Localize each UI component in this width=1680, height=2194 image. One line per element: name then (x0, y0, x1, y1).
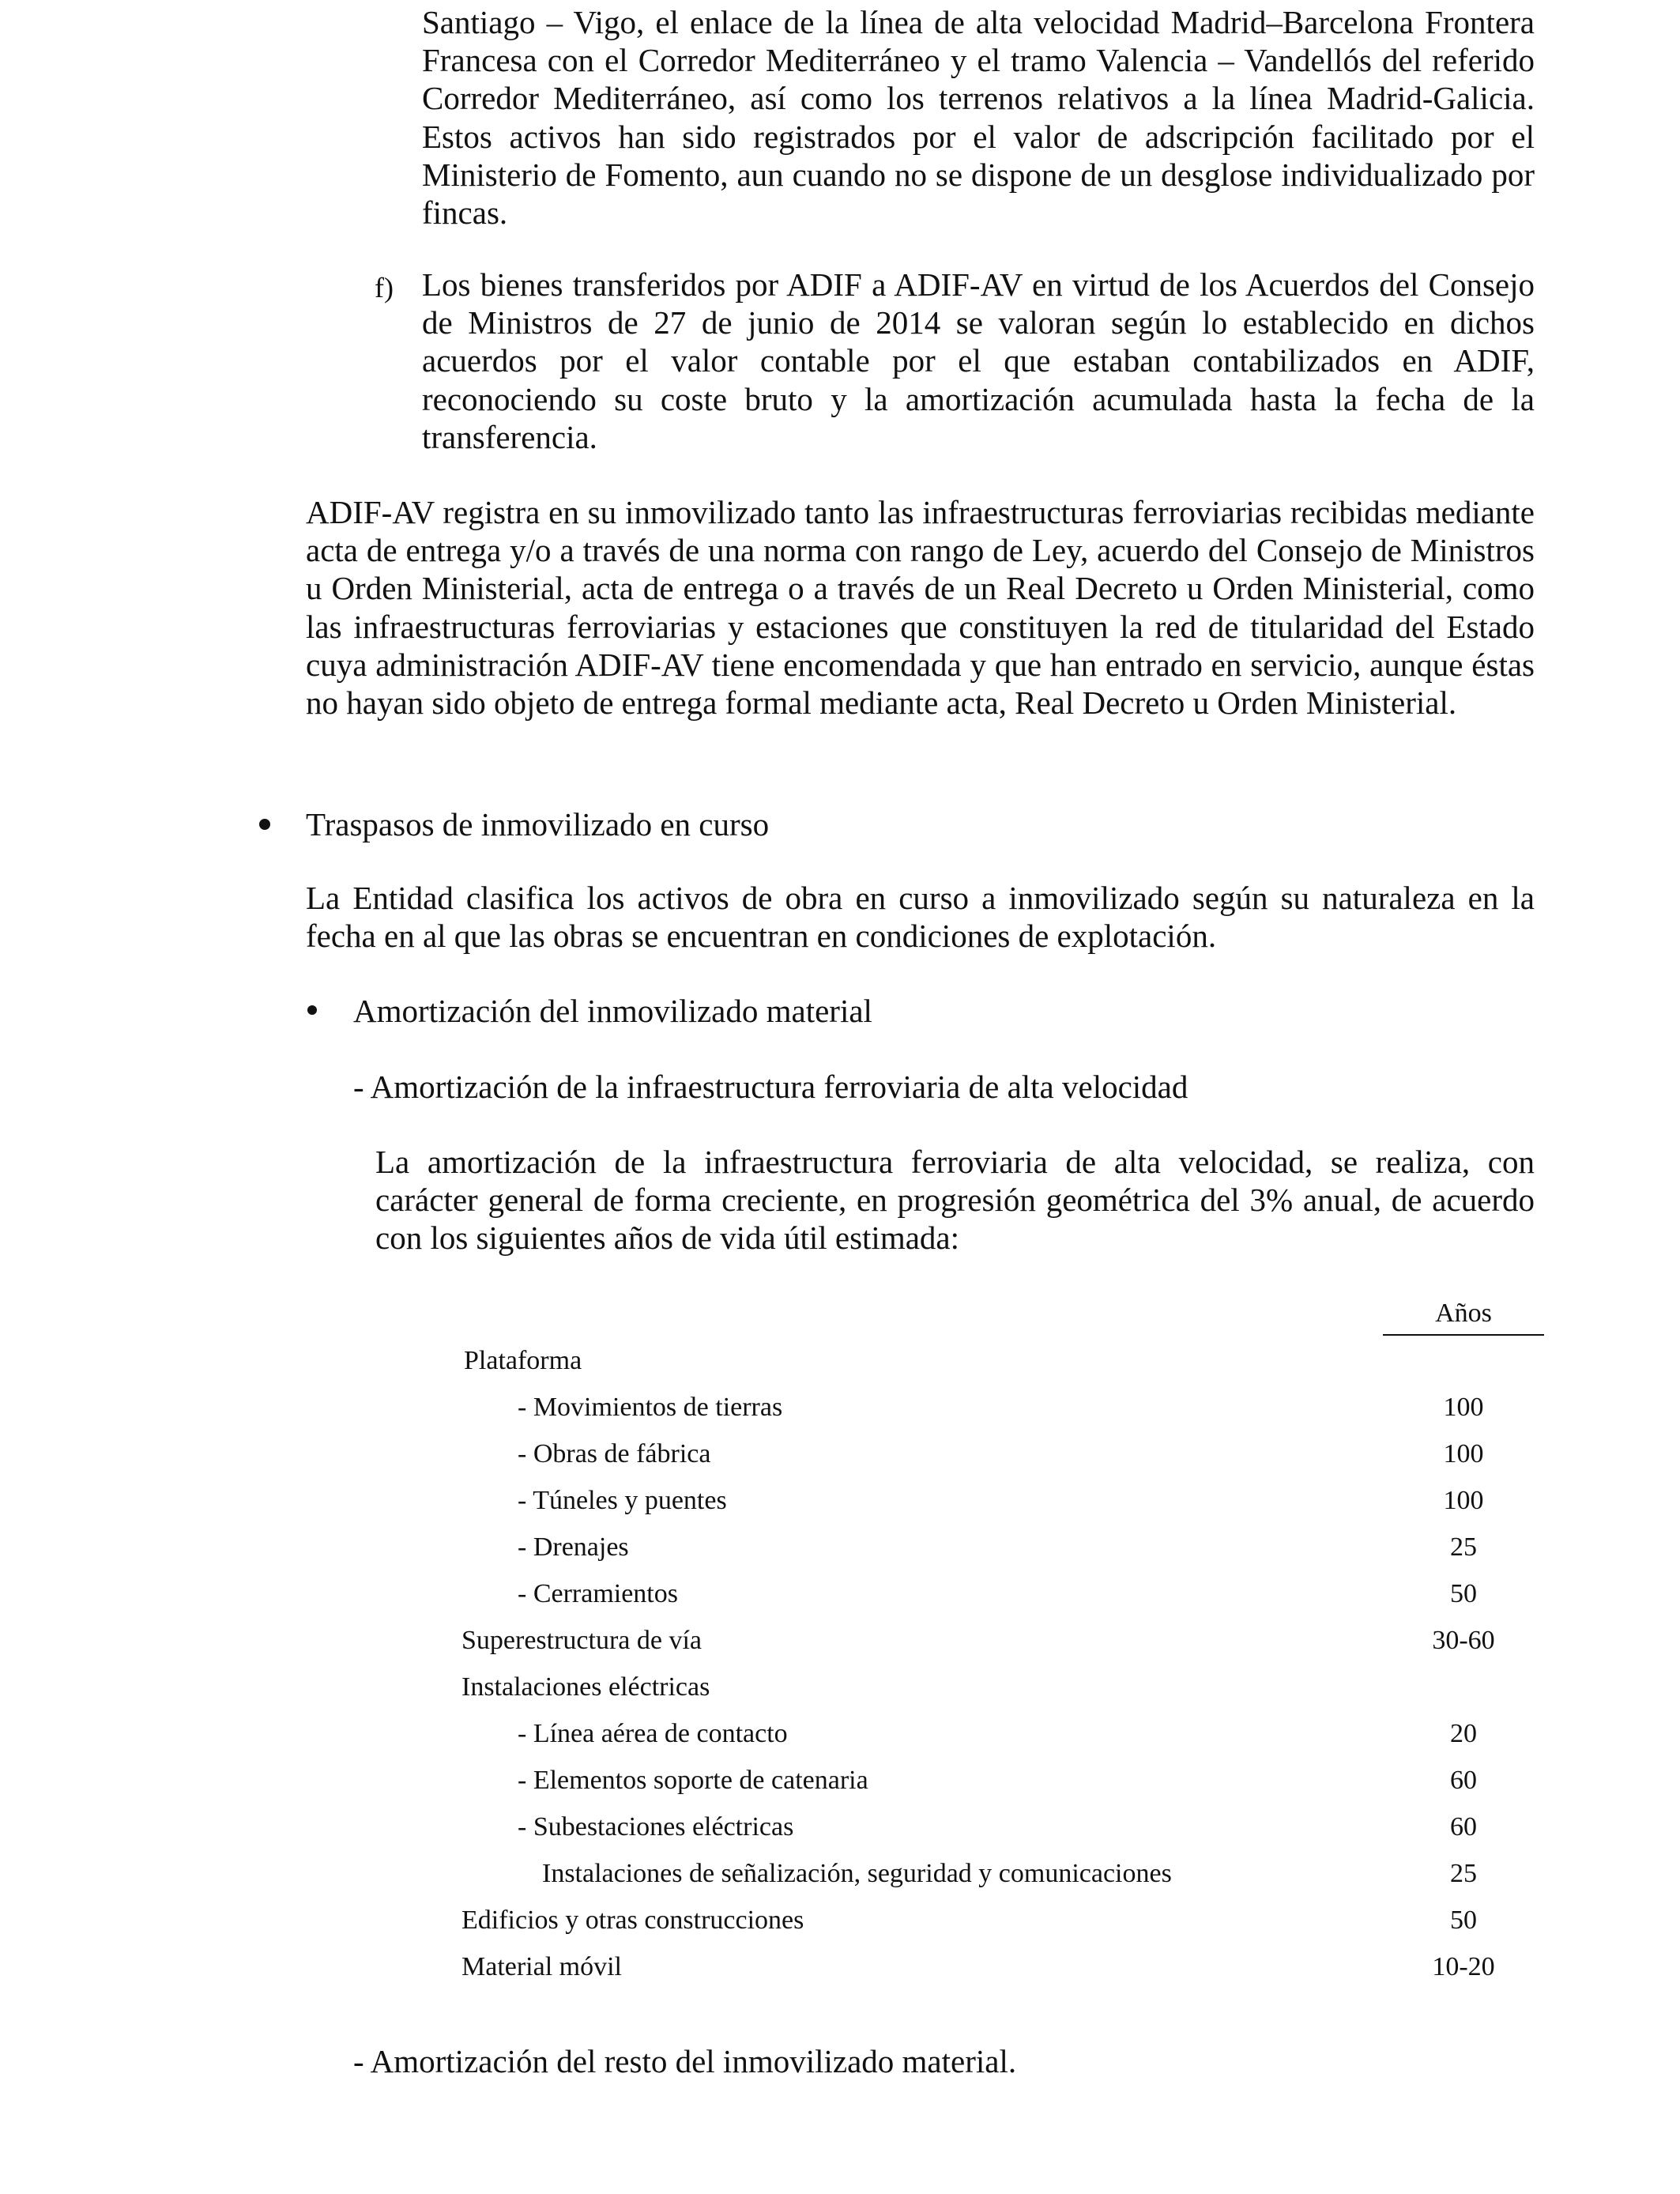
subheading-resto: - Amortización del resto del inmovilizado material. (353, 2043, 1017, 2079)
table-row (0, 1437, 1680, 1472)
table-row (0, 1950, 1680, 1985)
table-row (0, 1530, 1680, 1565)
table-row (0, 1670, 1680, 1705)
table-row-label: Instalaciones eléctricas (461, 1672, 710, 1702)
table-row-label: - Movimientos de tierras (518, 1393, 783, 1422)
table-row-label: Material móvil (461, 1952, 623, 1981)
table-row-label: - Drenajes (518, 1532, 629, 1562)
table-row (0, 1623, 1680, 1658)
table-row-value: 50 (1450, 1579, 1477, 1608)
table-row (0, 1717, 1680, 1751)
table-row (0, 1810, 1680, 1845)
table-row-label: Superestructura de vía (461, 1626, 702, 1655)
table-row-label: - Cerramientos (518, 1579, 678, 1608)
table-row-value: 100 (1443, 1393, 1484, 1422)
table-row-label: - Línea aérea de contacto (518, 1719, 788, 1748)
table-row-value: 50 (1450, 1906, 1477, 1935)
table-header-anos: Años (1383, 1296, 1544, 1336)
table-row (0, 1483, 1680, 1518)
paragraph-amortizacion-alta-velocidad: La amortización de la infraestructura ferroviaria de alta velocidad, se realiza, con carácter general de forma creciente, en progresión geométrica del 3% anual, de acuerdo con los siguientes años de vida útil estimada: (375, 1144, 1535, 1257)
list-marker-f: f) (375, 272, 394, 303)
table-row-value: 30-60 (1432, 1626, 1495, 1655)
table-row (0, 1344, 1680, 1378)
table-row-label: - Túneles y puentes (518, 1486, 727, 1515)
heading-amortizacion: Amortización del inmovilizado material (353, 993, 872, 1029)
table-row-value: 100 (1443, 1439, 1484, 1468)
table-row-label: - Obras de fábrica (518, 1439, 711, 1468)
bullet-icon (307, 1005, 317, 1015)
table-row-label: - Elementos soporte de catenaria (518, 1766, 868, 1795)
table-row-label: Edificios y otras construcciones (461, 1906, 804, 1935)
table-row-value: 25 (1450, 1859, 1477, 1888)
table-row-label: - Subestaciones eléctricas (518, 1812, 794, 1842)
table-row-value: 60 (1450, 1766, 1477, 1795)
paragraph-item-f: Los bienes transferidos por ADIF a ADIF-AV en virtud de los Acuerdos del Consejo de Ministros de 27 de junio de 2014 se valoran según lo establecido en dichos acuerdos por el valor contable por el que estaban contabilizados en ADIF, reconociendo su coste bruto y la amortización acumulada hasta la fecha de la transferencia. (422, 266, 1535, 455)
table-row-value: 25 (1450, 1532, 1477, 1562)
table-row-value: 10-20 (1432, 1952, 1495, 1981)
paragraph-traspasos: La Entidad clasifica los activos de obra en curso a inmovilizado según su naturaleza en la fecha en al que las obras se encuentran en condiciones de explotación. (306, 880, 1535, 955)
table-row-label: Plataforma (464, 1346, 582, 1375)
paragraph-adif-av-registro: ADIF-AV registra en su inmovilizado tanto las infraestructuras ferroviarias recibidas mediante acta de entrega y/o a través de una norma con rango de Ley, acuerdo del Consejo de Ministros u Orden Ministerial, acta de entrega o a través de un Real Decreto u Orden Ministerial, como las infraestructuras ferroviarias y estaciones que constituyen la red de titularidad del Estado cuya administración ADIF-AV tiene encomendada y que han entrado en servicio, aunque éstas no hayan sido objeto de entrega formal mediante acta, Real Decreto u Orden Ministerial. (306, 494, 1535, 722)
table-row-label: Instalaciones de señalización, seguridad y comunicaciones (542, 1859, 1172, 1888)
table-row-value: 60 (1450, 1812, 1477, 1842)
table-row-value: 100 (1443, 1486, 1484, 1515)
bullet-icon (259, 819, 270, 830)
subheading-alta-velocidad: - Amortización de la infraestructura ferroviaria de alta velocidad (353, 1069, 1188, 1105)
paragraph-continuation: Santiago – Vigo, el enlace de la línea de alta velocidad Madrid–Barcelona Frontera Francesa con el Corredor Mediterráneo y el tramo Valencia – Vandellós del referido Corredor Mediterráneo, así como los terrenos relativos a la línea Madrid-Galicia. Estos activos han sido registrados por el valor de adscripción facilitado por el Ministerio de Fomento, aun cuando no se dispone de un desglose individualizado por fincas. (422, 4, 1535, 232)
table-row (0, 1857, 1680, 1891)
table-row (0, 1903, 1680, 1938)
table-row (0, 1390, 1680, 1425)
heading-traspasos: Traspasos de inmovilizado en curso (306, 806, 770, 843)
table-row (0, 1763, 1680, 1798)
table-row-value: 20 (1450, 1719, 1477, 1748)
table-row (0, 1577, 1680, 1612)
